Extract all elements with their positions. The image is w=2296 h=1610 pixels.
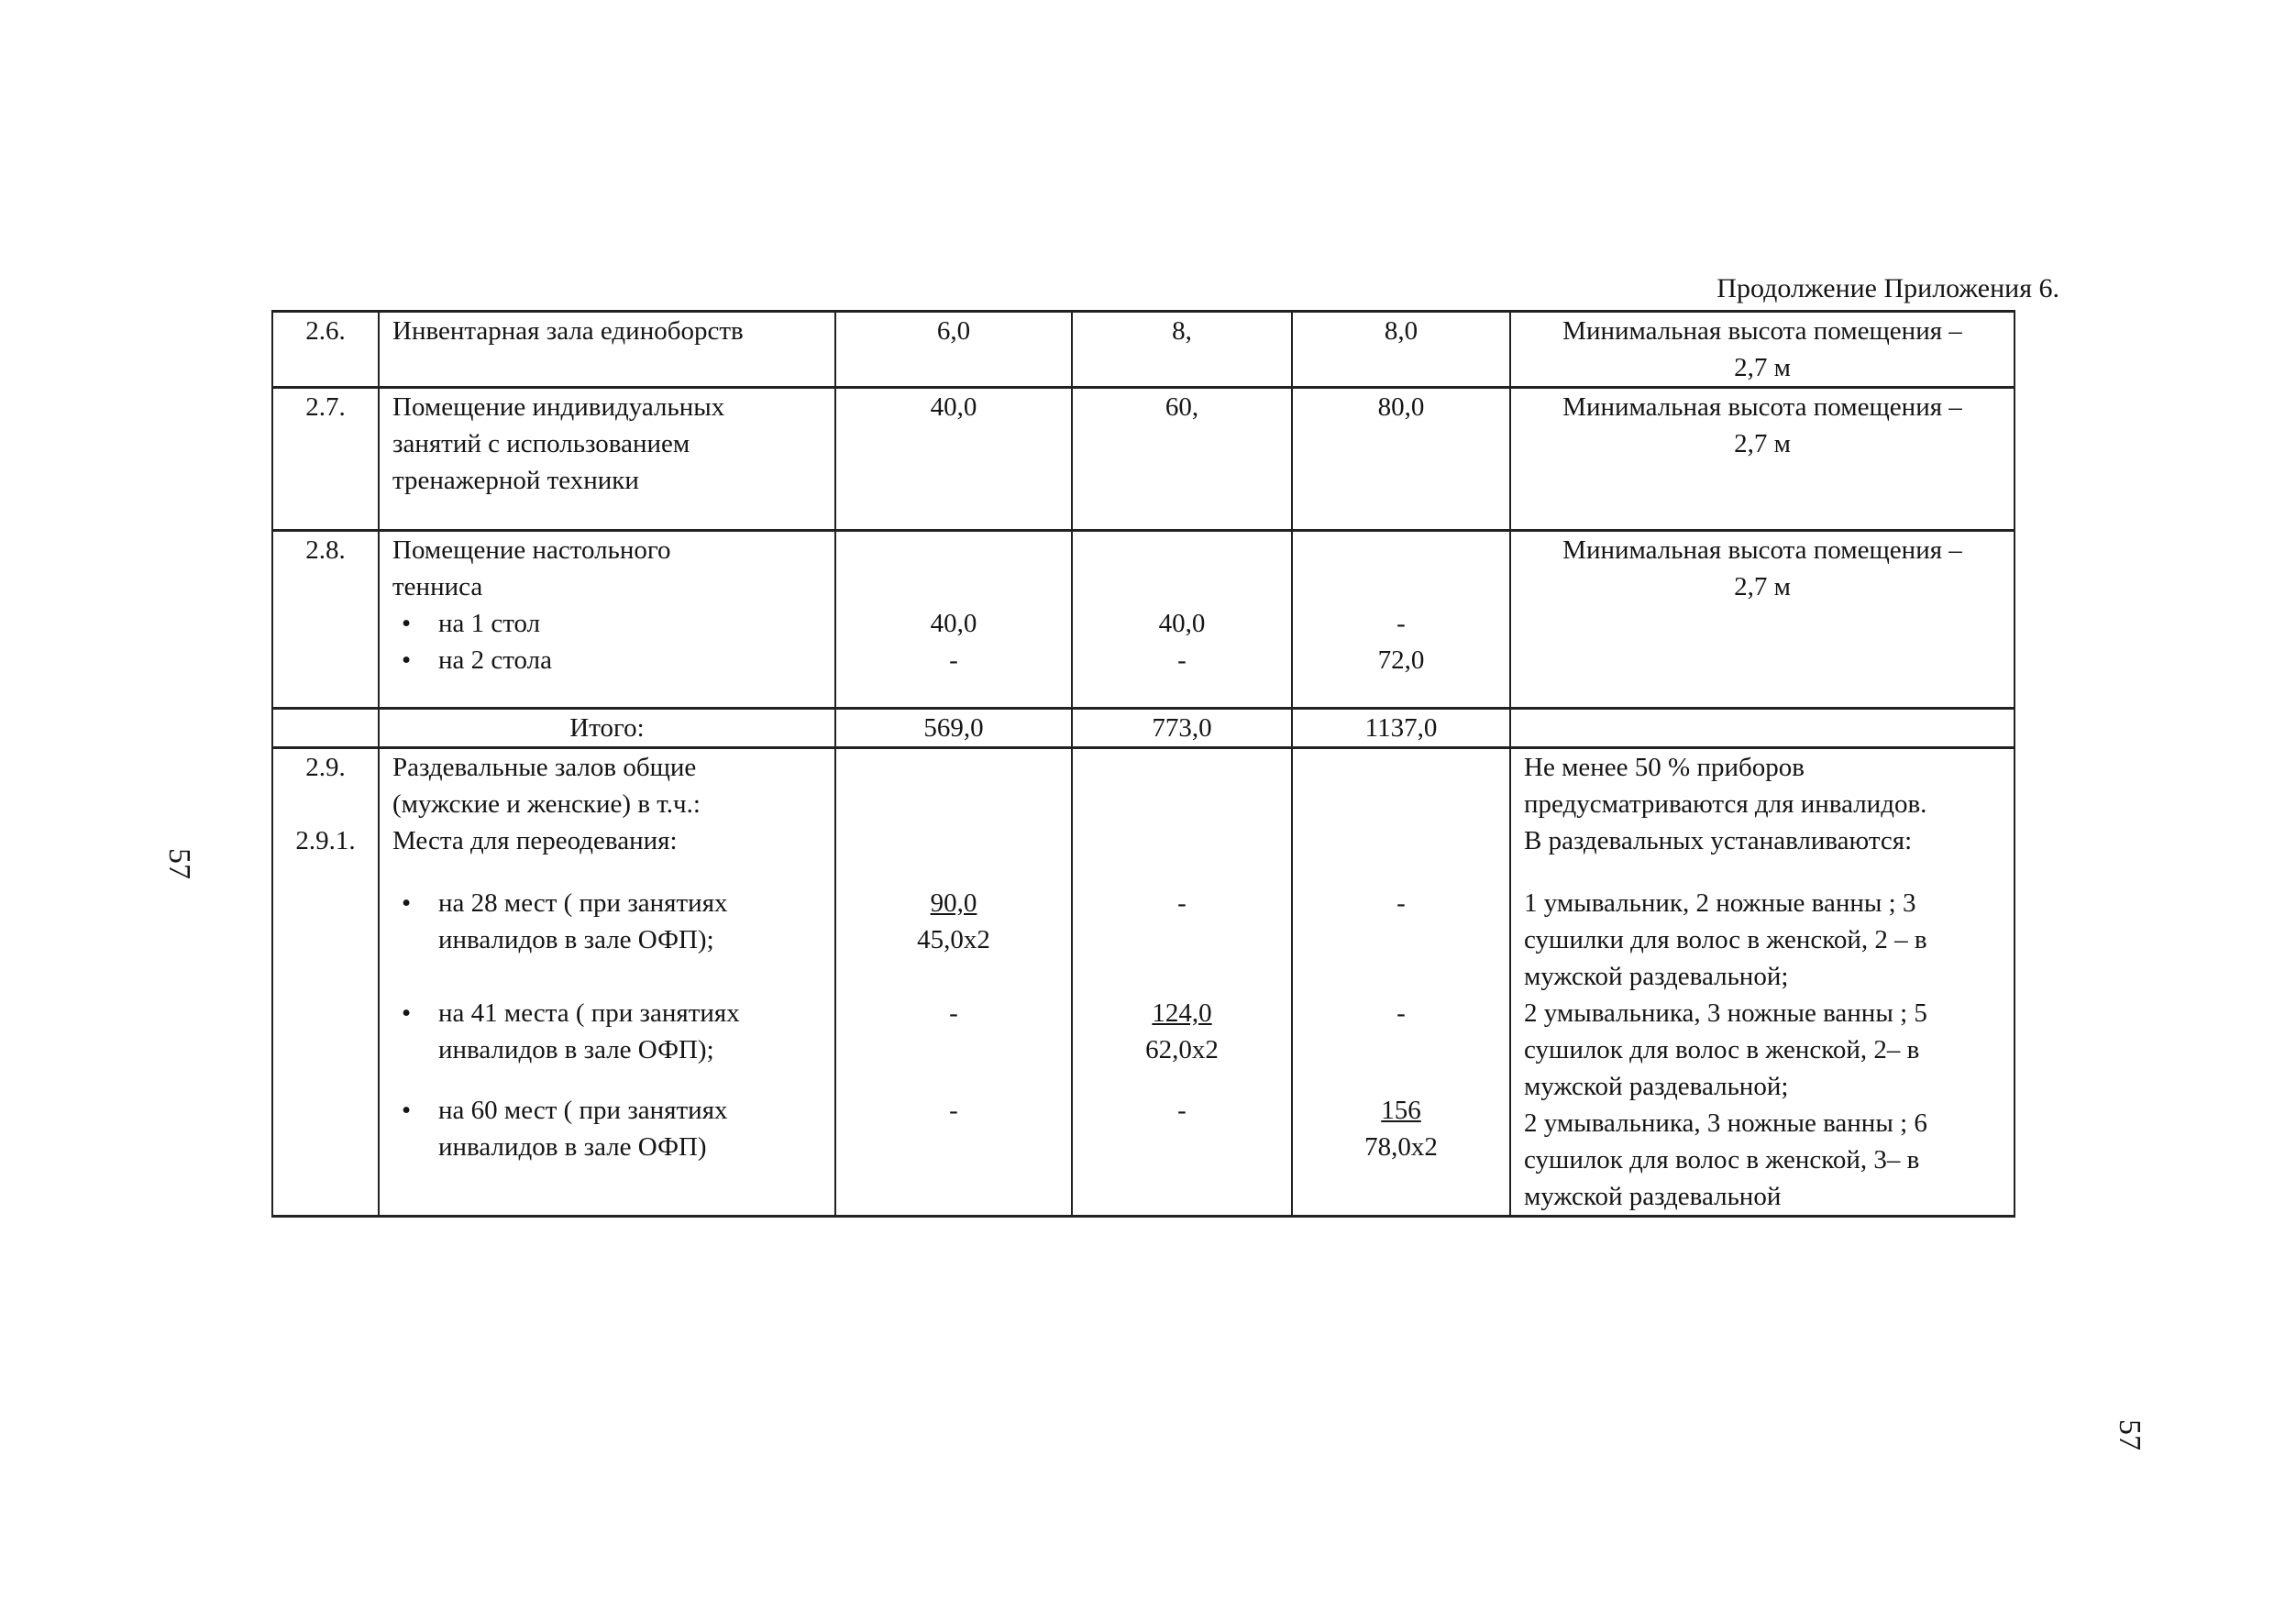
- total-col-3: 1137,0: [1292, 709, 1510, 748]
- room-note: Минимальная высота помещения – 2,7 м: [1510, 312, 2015, 388]
- row-number: 2.6.: [272, 312, 379, 388]
- value-col-3: - 72,0: [1292, 531, 1510, 709]
- table-row-2-6: [272, 312, 2015, 388]
- value-col-1: 40,0 -: [835, 531, 1072, 709]
- page-number-left: 57: [162, 848, 196, 879]
- value-col-3: 80,0: [1292, 388, 1510, 531]
- value-col-2: 40,0 -: [1072, 531, 1292, 709]
- list-item: • на 1 стол: [392, 605, 822, 642]
- row-number: 2.8.: [272, 531, 379, 709]
- page-number-right: 57: [2113, 1419, 2147, 1450]
- premises-table: [271, 310, 2015, 1218]
- sub-row-number: 2.9.1.: [295, 826, 356, 855]
- total-col-1: 569,0: [835, 709, 1072, 748]
- room-name: Помещение индивидуальных занятий с использованием тренажерной техники: [379, 388, 835, 531]
- list-item: • на 60 мест ( при занятиях инвалидов в зале ОФП): [392, 1092, 822, 1165]
- table-row-2-9: [272, 748, 2015, 1217]
- value-col-1: 90,0 45,0x2 - -: [835, 748, 1072, 1217]
- total-col-2: 773,0: [1072, 709, 1292, 748]
- room-note: Не менее 50 % приборов предусматриваются для инвалидов. В раздевальных устанавливаются: 1 умывальник, 2 ножные ванны ; 3 сушилки для волос в женской, 2 – в мужской раздевальной; 2 умывальника, 3 ножные ванны ; 5 сушилок для волос в женской, 2– в мужской раздевальной; 2 умывальника, 3 ножные ванны ; 6 сушилок для волос в женской, 3– в мужской раздевальной: [1510, 748, 2015, 1217]
- room-note: Минимальная высота помещения – 2,7 м: [1510, 388, 2015, 531]
- value-col-2: - 124,0 62,0x2 -: [1072, 748, 1292, 1217]
- row-number: 2.9. 2.9.1.: [272, 748, 379, 1217]
- list-item: • на 41 места ( при занятиях инвалидов в зале ОФП);: [392, 995, 822, 1068]
- empty-cell: [1510, 709, 2015, 748]
- list-item: • на 2 стола: [392, 642, 822, 678]
- table-row-2-7: [272, 388, 2015, 531]
- room-note: Минимальная высота помещения – 2,7 м: [1510, 531, 2015, 709]
- value-col-2: 8,: [1072, 312, 1292, 388]
- value-col-1: 40,0: [835, 388, 1072, 531]
- room-name: Инвентарная зала единоборств: [379, 312, 835, 388]
- table-row-total: [272, 709, 2015, 748]
- room-name: Раздевальные залов общие (мужские и женские) в т.ч.: Места для переодевания: • на 28 мест ( при занятиях инвалидов в зале ОФП); • на 41 места ( при занятиях инвалидов в зале ОФП); • на 60 мест ( при занятиях инвалидов в зале ОФП): [379, 748, 835, 1217]
- total-label: Итого:: [379, 709, 835, 748]
- table-row-2-8: [272, 531, 2015, 709]
- list-item: • на 28 мест ( при занятиях инвалидов в зале ОФП);: [392, 885, 822, 958]
- empty-cell: [272, 709, 379, 748]
- value-col-3: 8,0: [1292, 312, 1510, 388]
- row-number: 2.7.: [272, 388, 379, 531]
- appendix-caption: Продолжение Приложения 6.: [1716, 273, 2059, 303]
- value-col-2: 60,: [1072, 388, 1292, 531]
- value-col-3: - - 156 78,0x2: [1292, 748, 1510, 1217]
- room-name: Помещение настольного тенниса • на 1 стол • на 2 стола: [379, 531, 835, 709]
- value-col-1: 6,0: [835, 312, 1072, 388]
